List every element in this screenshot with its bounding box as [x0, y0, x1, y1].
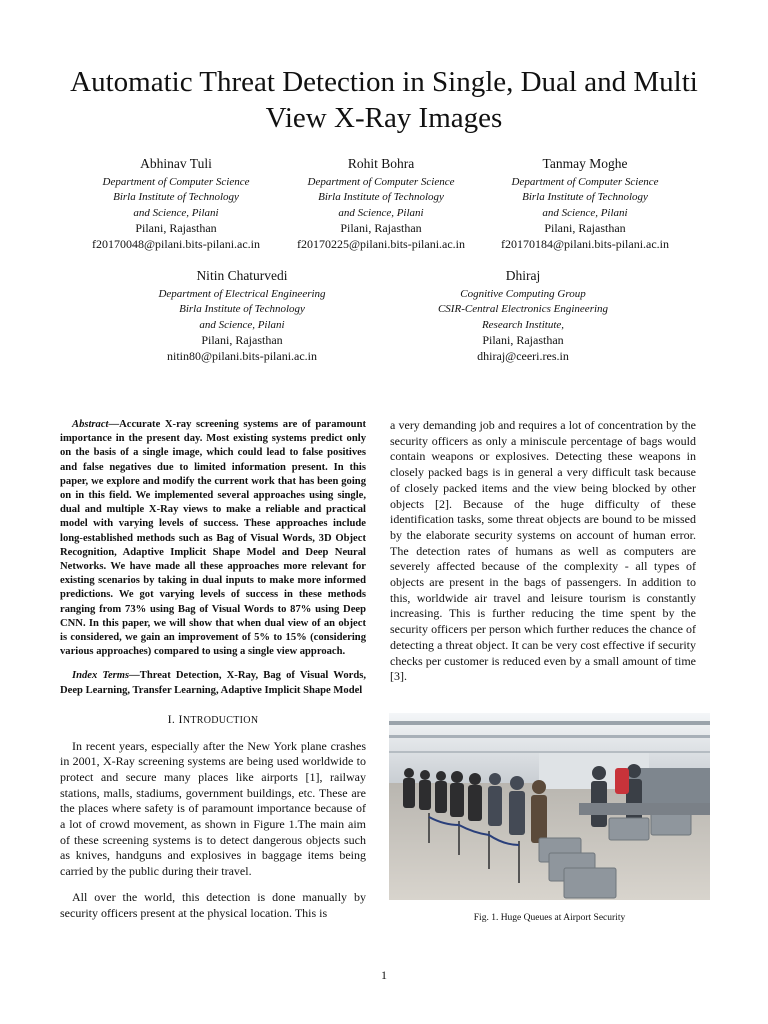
- author-inst: and Science, Pilani: [542, 206, 628, 219]
- author-inst: CSIR-Central Electronics Engineering: [437, 303, 609, 316]
- abstract-label: Abstract: [72, 419, 109, 430]
- section-heading: [60, 712, 366, 729]
- photo-illustration: [389, 713, 710, 900]
- intro-paragraph: In recent years, especially after the New York plane crashes in 2001, X-Ray screening systems are being used worldwide to protect and secure many places like airports [1], railway stations, malls, stadiums, government buildings, etc. These are the places where safety is of paramount importance because of a lot of crowd movement, as shown in Figure 1.The main aim of these screening systems is to detect dangerous objects such as knives, handguns and explosives in baggage items being carried by the public during their travel.: [60, 738, 366, 879]
- author-name: Nitin Chaturvedi: [196, 268, 288, 283]
- author-dept: Department of Electrical Engineering: [158, 287, 326, 300]
- body-paragraph: a very demanding job and requires a lot of concentration by the security officers as only a miniscule percentage of bags would contain weapons or explosives. Detecting these weapons in closely packed bags is in general a very difficult task because of closely packed items and the view being blocked by other objects [2]. Because of the huge difficulty of these identification tasks, some threat objects are bound to be missed by the elaborate security systems on account of human error. The detection rates of humans as well as computers are severely affected because of the complexity - all types of objects are present in the bags of passengers. In addition to this, worldwide air travel and leisure tourism is constantly increasing. This is further reducing the time spent by the security officers per person which further reduces the chance of detecting a threat object. It can be very cost effective if security checks per customer is reduced even by a small amount of time [3].: [390, 418, 696, 684]
- author-inst: Research Institute,: [481, 318, 565, 331]
- author-location: Pilani, Rajasthan: [340, 221, 422, 236]
- section-heading-text: NTRODUCTION: [182, 714, 259, 726]
- author-dept: Department of Computer Science: [307, 175, 455, 188]
- index-terms-text: —Threat Detection, X-Ray, Bag of Visual Words, Deep Learning, Transfer Learning, Adaptive Implicit Shape Model: [60, 670, 366, 696]
- author-block: [132, 268, 352, 365]
- author-name: Rohit Bohra: [347, 156, 415, 171]
- author-block: [475, 156, 695, 253]
- author-location: Pilani, Rajasthan: [544, 221, 626, 236]
- intro-paragraph: All over the world, this detection is done manually by security officers present at the physical location. This is: [60, 889, 366, 920]
- author-inst: and Science, Pilani: [133, 206, 219, 219]
- author-name: Dhiraj: [505, 268, 541, 283]
- author-name: Tanmay Moghe: [542, 156, 628, 171]
- paper-title: Automatic Threat Detection in Single, Dual and Multi View X-Ray Images: [70, 66, 698, 134]
- author-location: Pilani, Rajasthan: [135, 221, 217, 236]
- abstract-text: —Accurate X-ray screening systems are of paramount importance in the present day. Most existing systems predict only on the basis of a single image, which could lead to false positives and false negatives due to limited information present. In this paper, we explore and modify the current work that has been going on in this field. We implemented several approaches using single, dual and multiple X-Ray views to make a reliable and practical model with varying levels of success. These approaches include long-established methods such as Bag of Visual Words, 3D Object Recognition, Adaptive Implicit Shape Model and Deep Neural Networks. We have made all these approaches more relevant for existing scenarios by taking in dual inputs to make more informed predictions. We got varying levels of success in these methods ranging from 73% using Bag of Visual Words to 87% using Deep CNN. In this paper, we will show that when dual view of an object is considered, we gain an improvement of 5% to 15% (considering various approaches) compared to using a single view approach.: [60, 419, 366, 658]
- figure-caption: Fig. 1. Huge Queues at Airport Security: [473, 913, 626, 923]
- author-dept: Department of Computer Science: [102, 175, 250, 188]
- page-number: 1: [381, 968, 387, 982]
- left-column: [60, 418, 366, 931]
- airport-security-photo: [389, 713, 710, 900]
- author-email: f20170048@pilani.bits-pilani.ac.in: [91, 236, 261, 251]
- author-block: [413, 268, 633, 365]
- author-inst: Birla Institute of Technology: [318, 191, 444, 204]
- abstract: [60, 418, 366, 659]
- author-inst: Birla Institute of Technology: [113, 191, 239, 204]
- author-inst: and Science, Pilani: [338, 206, 424, 219]
- author-email: nitin80@pilani.bits-pilani.ac.in: [166, 348, 318, 363]
- author-location: Pilani, Rajasthan: [201, 333, 283, 348]
- right-column: [390, 418, 696, 695]
- index-terms: [60, 669, 366, 697]
- author-name: Abhinav Tuli: [140, 156, 212, 171]
- author-email: dhiraj@ceeri.res.in: [477, 348, 569, 363]
- author-inst: and Science, Pilani: [199, 318, 285, 331]
- section-heading-numeral: I. I: [167, 711, 183, 726]
- author-inst: Birla Institute of Technology: [522, 191, 648, 204]
- author-block: [66, 156, 286, 253]
- author-inst: Birla Institute of Technology: [179, 303, 305, 316]
- author-location: Pilani, Rajasthan: [482, 333, 564, 348]
- author-dept: Department of Computer Science: [511, 175, 659, 188]
- index-terms-label: Index Terms: [72, 670, 130, 682]
- author-email: f20170225@pilani.bits-pilani.ac.in: [296, 236, 466, 251]
- author-dept: Cognitive Computing Group: [460, 287, 586, 300]
- author-block: [271, 156, 491, 253]
- author-email: f20170184@pilani.bits-pilani.ac.in: [500, 236, 670, 251]
